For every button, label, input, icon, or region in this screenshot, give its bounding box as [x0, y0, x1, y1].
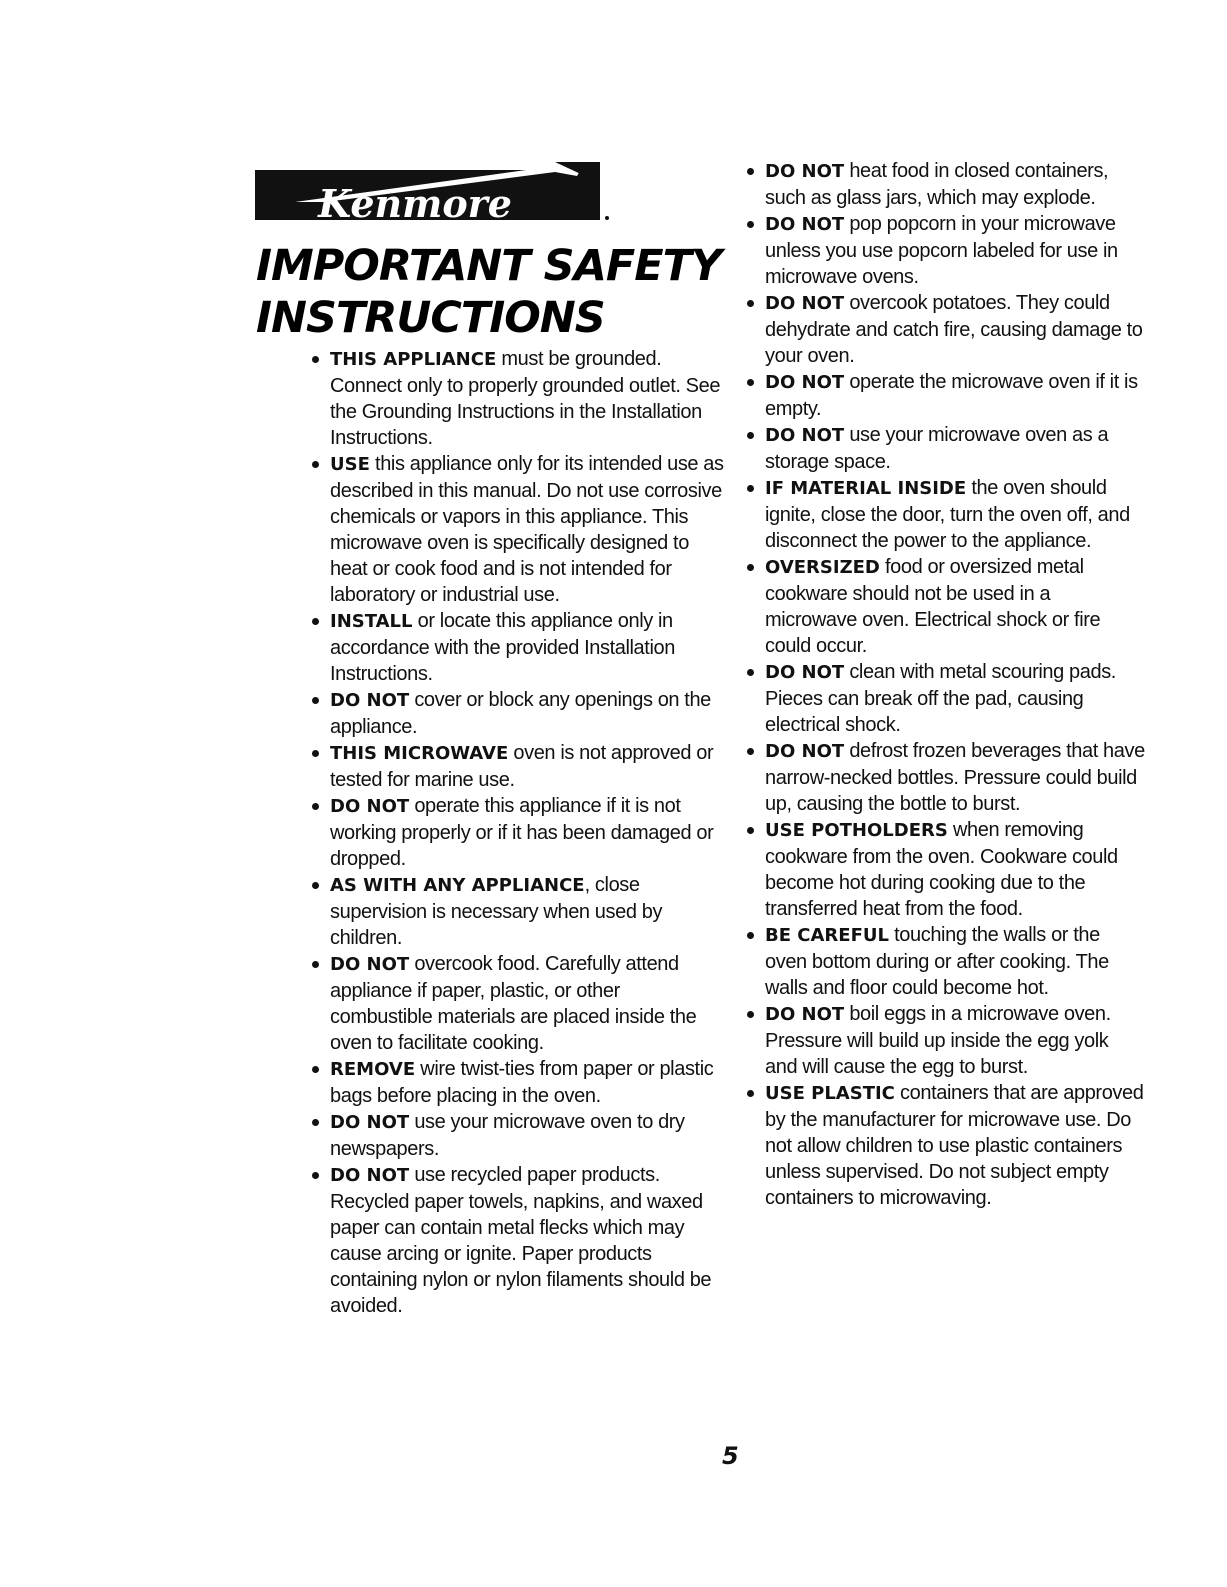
instruction-text: operate the microwave oven if it is empty. [765, 371, 1138, 420]
instruction-lead: DO NOT [765, 425, 845, 446]
title-line-1: IMPORTANT SAFETY [256, 241, 722, 291]
logo-wordmark: Kenmore [318, 181, 512, 224]
instruction-text: use your microwave oven to dry newspapers. [330, 1111, 685, 1160]
instruction-lead: IF MATERIAL INSIDE [765, 478, 967, 499]
instruction-lead: DO NOT [765, 372, 845, 393]
instruction-item [745, 369, 1145, 422]
instruction-text: or locate this appliance only in accordance with the provided Installation Instructions. [330, 610, 675, 685]
instruction-text: , close supervision is necessary when used by children. [330, 874, 663, 949]
instruction-lead: DO NOT [330, 1165, 410, 1186]
instruction-text: boil eggs in a microwave oven. Pressure will build up inside the egg yolk and will cause the egg to burst. [765, 1003, 1111, 1078]
instruction-text: clean with metal scouring pads. Pieces can break off the pad, causing electrical shock. [765, 661, 1116, 736]
left-instruction-list [310, 346, 725, 1319]
instruction-text: oven is not approved or tested for marine use. [330, 742, 714, 791]
instruction-lead: DO NOT [765, 662, 845, 683]
instruction-lead: USE PLASTIC [765, 1083, 895, 1104]
instruction-item [745, 475, 1145, 554]
instruction-text: cover or block any openings on the appliance. [330, 689, 711, 738]
instruction-item [310, 1162, 725, 1319]
instruction-item [310, 872, 725, 951]
instruction-lead: USE [330, 454, 370, 475]
title-line-2: INSTRUCTIONS [256, 293, 605, 343]
instruction-lead: DO NOT [765, 293, 845, 314]
instruction-item [745, 158, 1145, 211]
instruction-item [310, 951, 725, 1056]
instruction-item [745, 290, 1145, 369]
instruction-item [310, 608, 725, 687]
instruction-lead: USE POTHOLDERS [765, 820, 948, 841]
instruction-item [745, 1001, 1145, 1080]
instruction-text: wire twist-ties from paper or plastic bags before placing in the oven. [330, 1058, 714, 1107]
instruction-text: overcook potatoes. They could dehydrate and catch fire, causing damage to your oven. [765, 292, 1143, 367]
instruction-text: the oven should ignite, close the door, turn the oven off, and disconnect the power to the appliance. [765, 477, 1130, 552]
instruction-item [745, 659, 1145, 738]
instruction-text: use recycled paper products. Recycled paper towels, napkins, and waxed paper can contain metal flecks which may cause arcing or ignite. Paper products containing nylon or nylon filaments should be avoided. [330, 1164, 712, 1317]
instruction-lead: BE CAREFUL [765, 925, 889, 946]
instruction-lead: DO NOT [765, 214, 845, 235]
instruction-item [310, 740, 725, 793]
instruction-item [310, 346, 725, 451]
instruction-item [745, 738, 1145, 817]
instruction-item [745, 922, 1145, 1001]
instruction-lead: DO NOT [765, 741, 845, 762]
instruction-text: this appliance only for its intended use as described in this manual. Do not use corrosive chemicals or vapors in this appliance. This microwave oven is specifically designed to heat or cook food and is not intended for laboratory or industrial use. [330, 453, 724, 606]
instruction-text: operate this appliance if it is not working properly or if it has been damaged or dropped. [330, 795, 714, 870]
instruction-lead: OVERSIZED [765, 557, 880, 578]
instruction-lead: THIS APPLIANCE [330, 349, 497, 370]
instruction-item [745, 422, 1145, 475]
instruction-item [745, 1080, 1145, 1211]
instruction-item [310, 1109, 725, 1162]
instruction-text: touching the walls or the oven bottom during or after cooking. The walls and floor could become hot. [765, 924, 1109, 999]
instruction-text: must be grounded. Connect only to properly grounded outlet. See the Grounding Instructions in the Installation Instructions. [330, 348, 721, 449]
instruction-lead: THIS MICROWAVE [330, 743, 509, 764]
instruction-lead: REMOVE [330, 1059, 416, 1080]
page-title [256, 240, 726, 344]
instruction-item [745, 554, 1145, 659]
instruction-item [310, 1056, 725, 1109]
instruction-item [745, 211, 1145, 290]
instruction-text: use your microwave oven as a storage space. [765, 424, 1109, 473]
instruction-text: heat food in closed containers, such as glass jars, which may explode. [765, 160, 1109, 209]
instruction-item [310, 451, 725, 608]
instruction-lead: DO NOT [765, 1004, 845, 1025]
instruction-lead: INSTALL [330, 611, 413, 632]
instruction-lead: DO NOT [330, 796, 410, 817]
instruction-lead: AS WITH ANY APPLIANCE [330, 875, 585, 896]
instruction-lead: DO NOT [330, 1112, 410, 1133]
instruction-text: overcook food. Carefully attend appliance if paper, plastic, or other combustible materials are placed inside the oven to facilitate cooking. [330, 953, 697, 1054]
right-instruction-list [745, 158, 1145, 1211]
instruction-text: when removing cookware from the oven. Cookware could become hot during cooking due to the transferred heat from the food. [765, 819, 1118, 920]
instruction-lead: DO NOT [330, 954, 410, 975]
instruction-text: containers that are approved by the manufacturer for microwave use. Do not allow children to use plastic containers unless supervised. Do not subject empty containers to microwaving. [765, 1082, 1144, 1209]
instruction-lead: DO NOT [330, 690, 410, 711]
instruction-text: defrost frozen beverages that have narrow-necked bottles. Pressure could build up, causing the bottle to burst. [765, 740, 1145, 815]
instruction-text: food or oversized metal cookware should not be used in a microwave oven. Electrical shock or fire could occur. [765, 556, 1101, 657]
page-number: 5 [722, 1442, 739, 1470]
instruction-item [745, 817, 1145, 922]
instruction-item [310, 687, 725, 740]
kenmore-logo-graphic [255, 162, 620, 224]
instruction-text: pop popcorn in your microwave unless you use popcorn labeled for use in microwave ovens. [765, 213, 1118, 288]
instruction-lead: DO NOT [765, 161, 845, 182]
kenmore-logo [255, 162, 620, 224]
instruction-item [310, 793, 725, 872]
